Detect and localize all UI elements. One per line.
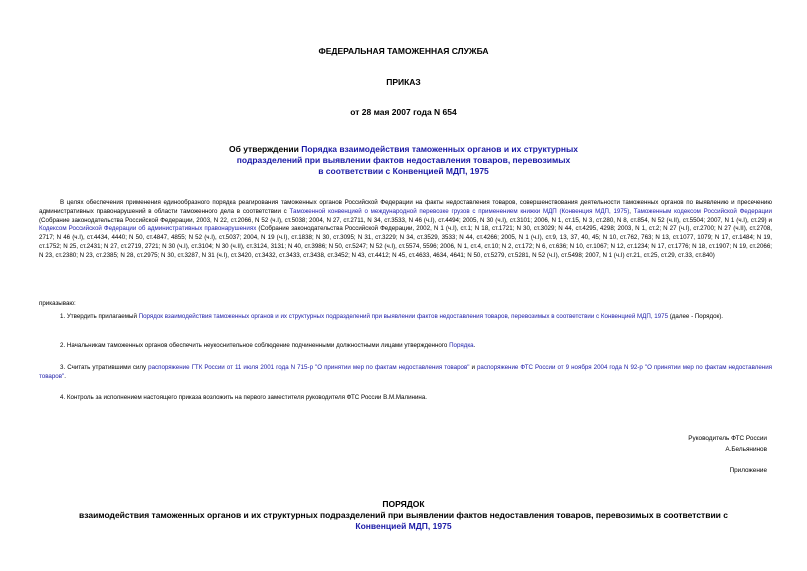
signature-name: А.Бельянинов bbox=[725, 446, 767, 453]
item-4: 4. Контроль за исполнением настоящего приказа возложить на первого заместителя руководителя ФТС России В.М.Малинина. bbox=[60, 394, 428, 401]
order-word: приказываю: bbox=[39, 300, 76, 307]
procedure-short-link[interactable]: Порядка bbox=[449, 342, 474, 349]
admin-offences-code-link[interactable]: Кодексом Российской Федерации об административных правонарушениях bbox=[39, 225, 257, 233]
item-1-tail: (далее - Порядок). bbox=[668, 313, 724, 320]
title-prefix: Об утверждении bbox=[229, 144, 302, 154]
item-2-text: 2. Начальникам таможенных органов обеспечить неукоснительное соблюдение подчиненными должностными лицами утвержденного bbox=[60, 342, 450, 349]
preamble-text-2: , bbox=[629, 207, 634, 215]
appendix-label: Приложение bbox=[729, 467, 767, 474]
annex-title-line: взаимодействия таможенных органов и их структурных подразделений при выявлении фактов недоставления товаров, перевозимых в соответствии с bbox=[79, 510, 728, 520]
preamble-text-1: В целях обеспечения применения единообразного порядка реагирования таможенных органов Российской Федерации на факты недоставления товаров, совершенствования деятельности таможенных органов по выявлению и пресечению административных правонарушений в области таможенного дела в соответствии с bbox=[39, 199, 772, 215]
gtk-order-link[interactable]: распоряжение ГТК России от 11 июля 2001 года N 715-р "О принятии мер по фактам недоставления товаров" bbox=[148, 364, 470, 371]
item-1 bbox=[39, 313, 772, 322]
preamble-text-3: (Собрание законодательства Российской Федерации, 2003, N 22, ст.2066, N 52 (ч.I), ст.5038; 2004, N 27, ст.2711, N 34, ст.3533, N 46 (ч.I), ст.4494; 2005, N 30 (ч.I), ст.3101; 2006, N 1, ст.15, N 3, ст.280, N 8, ст.854, N 52 (ч.II), ст.5504; 2007, N 1 (ч.I), ст.29) и bbox=[39, 216, 772, 224]
title-link-line3[interactable]: в соответствии с Конвенцией МДП, 1975 bbox=[318, 166, 489, 176]
preamble-paragraph bbox=[39, 199, 772, 261]
agency-heading: ФЕДЕРАЛЬНАЯ ТАМОЖЕННАЯ СЛУЖБА bbox=[318, 46, 489, 56]
item-2-tail: . bbox=[473, 342, 476, 349]
item-3-tail: . bbox=[64, 372, 66, 380]
item-3-mid: и bbox=[469, 364, 477, 371]
item-2 bbox=[39, 342, 772, 351]
item-1-text: 1. Утвердить прилагаемый bbox=[60, 313, 139, 320]
item-3 bbox=[39, 364, 772, 382]
document-title bbox=[0, 144, 807, 177]
annex-heading: ПОРЯДОК bbox=[382, 499, 425, 509]
title-link-line1[interactable]: Порядка взаимодействия таможенных органов и их структурных bbox=[301, 144, 578, 154]
fts-order-link[interactable]: распоряжение ФТС России от 9 ноября 2004 года N 92-р "О принятии мер по фактам недоставления товаров" bbox=[39, 364, 773, 380]
tir-convention-link[interactable]: Таможенной конвенцией о международной перевозке грузов с применением книжки МДП (Конвенция МДП, 1975) bbox=[289, 207, 630, 215]
procedure-link[interactable]: Порядок взаимодействия таможенных органов и их структурных подразделений при выявлении фактов недоставления товаров, перевозимых в соответствии с Конвенцией МДП, 1975 bbox=[138, 313, 669, 320]
signature-position: Руководитель ФТС России bbox=[688, 435, 767, 442]
date-number: от 28 мая 2007 года N 654 bbox=[350, 107, 457, 117]
item-3-text: 3. Считать утратившими силу bbox=[60, 364, 149, 371]
preamble-text-4: (Собрание законодательства Российской Федерации, 2002, N 1 (ч.I), ст.1; N 18, ст.1721; N 30, ст.3029; N 44, ст.4295, 4298; 2003, N 1, ст.2; N 27 (ч.I), ст.2700; N 27 (ч.II), ст.2708, 2717; N 46 (ч.I), ст.4434, 4440; N 50, ст.4847, 4855; N 52 (ч.I), ст.5037; 2004, N 19 (ч.I), ст.1838; N 30, ст.3095; N 31, ст.3229; N 34, ст.3529, 3533; N 44, ст.4266; 2005, N 1 (ч.I), ст.9, 13, 37, 40, 45; N 10, ст.762, 763; N 13, ст.1077, 1079; N 17, ст.1484; N 19, ст.1752; N 25, ст.2431; N 27, ст.2719, 2721; N 30 (ч.I), ст.3104; N 30 (ч.II), ст.3124, 3131; N 40, ст.3986; N 50, ст.5247; N 52 (ч.I), ст.5574, 5596; 2006, N 1, ст.4, ст.10; N 2, ст.172; N 6, ст.636; N 10, ст.1067; N 12, ст.1234; N 17, ст.1776; N 18, ст.1907; N 19, ст.2066; N 23, ст.2380; N 23, ст.2385; N 28, ст.2975; N 30, ст.3287, N 31 (ч.I), ст.3420, ст.3432, ст.3433, ст.3438, ст.3452; N 43, ст.4412; N 45, ст.4633, 4634, 4641; N 50, ст.5279, ст.5281, N 52 (ч.I), ст.5498; 2007, N 1 (ч.I) ст.21, ст.25, ст.29, ст.33, ст.840) bbox=[39, 225, 772, 259]
customs-code-link[interactable]: Таможенным кодексом Российской Федерации bbox=[633, 207, 772, 215]
annex-convention-link[interactable]: Конвенцией МДП, 1975 bbox=[355, 521, 452, 531]
title-link-line2[interactable]: подразделений при выявлении фактов недоставления товаров, перевозимых bbox=[236, 155, 571, 165]
doc-type-heading: ПРИКАЗ bbox=[386, 77, 421, 87]
